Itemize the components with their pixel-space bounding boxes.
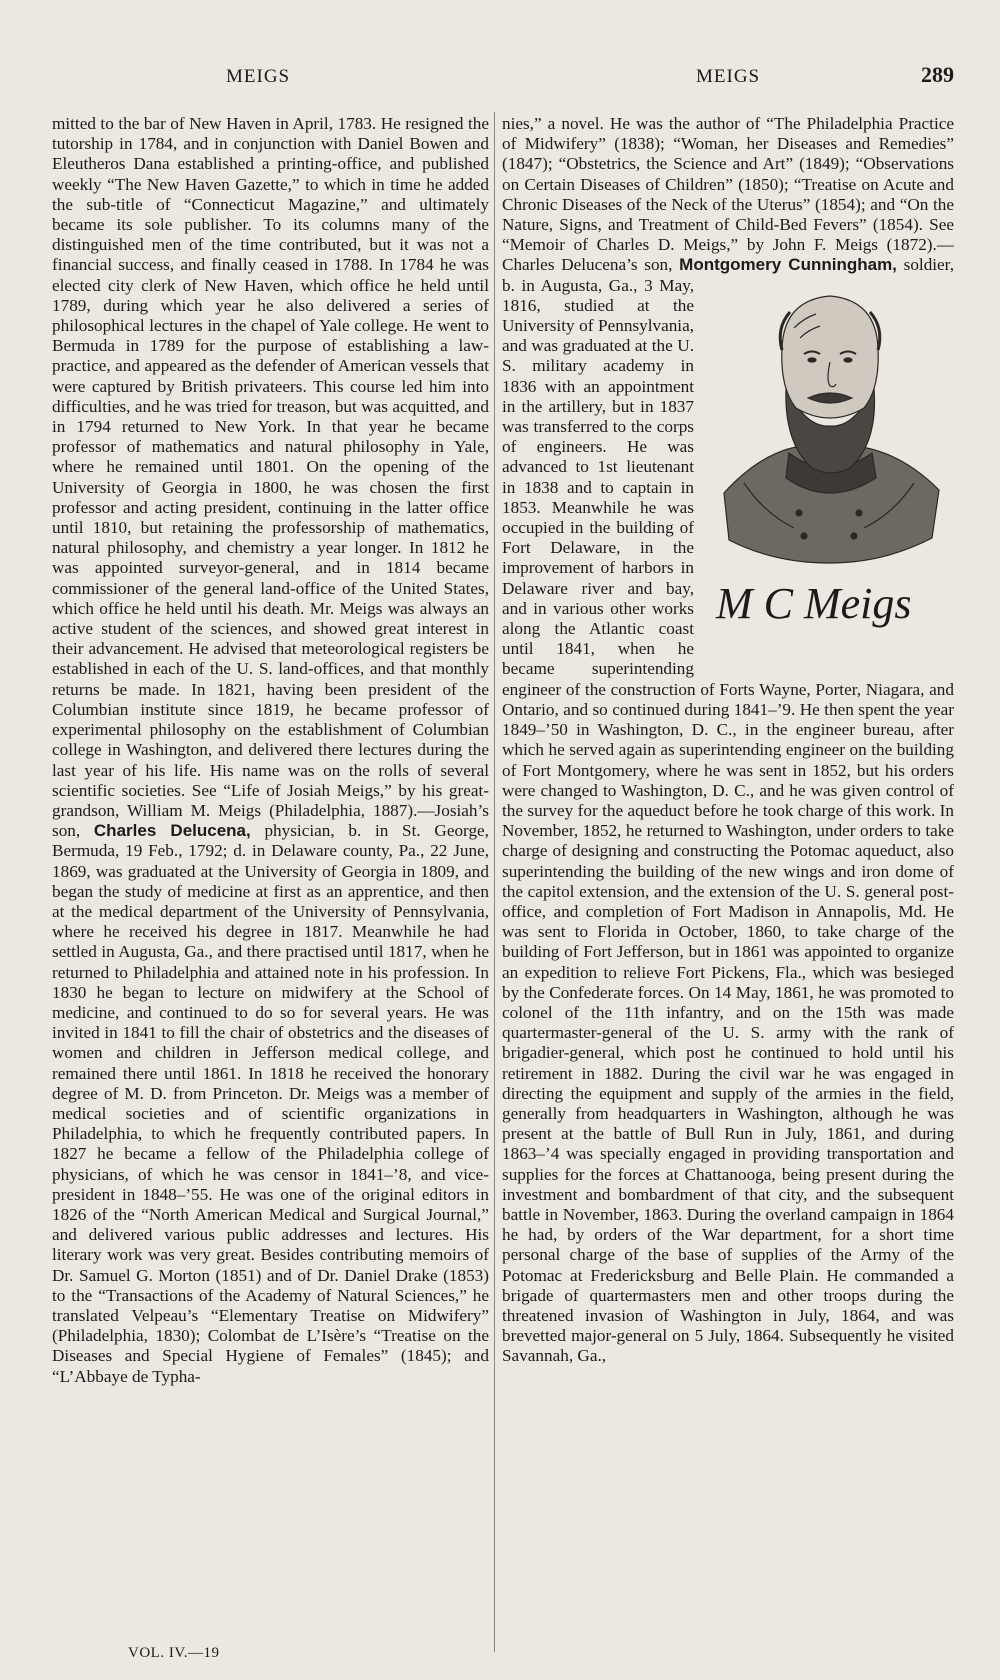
name-montgomery-cunningham: Montgomery Cunningham, [679, 255, 897, 275]
right-column [502, 114, 954, 1367]
right-text-1: nies,” a novel. He was the author of “The Philadelphia Practice of Midwifery” (1838); “Woman, her Diseases and Remedies” (1847); “Obstetrics, the Science and Art” (1849); “Observations on Certain Diseases of Children” (1850); “Treatise on Acute and Chronic Diseases of the Neck of the Uterus” (1854); and “On the Nature, Signs, and Treatment of Child-Bed Fevers” (1854). See “Memoir of Charles D. Meigs,” by John F. Meigs (1872).—Charles Delucena’s son, [502, 114, 954, 275]
left-paragraph [52, 114, 489, 1387]
name-charles-delucena: Charles Delucena, [93, 821, 251, 841]
left-text-1: mitted to the bar of New Haven in April, 1783. He resigned the tutorship in 1784, and in conjunction with Daniel Bowen and Eleutheros Dana established a printing-office, and published weekly “The New Haven Gazette,” to which in time he added the sub-title of “Connecticut Magazine,” and ultimately became its sole publisher. To its columns many of the distinguished men of the time contributed, but it was not a financial success, and finally ceased in 1788. In 1784 he was elected city clerk of New Haven, which office he held until 1789, during which year he also delivered a series of philosophical lectures in the chapel of Yale college. He went to Bermuda in 1789 for the purpose of establishing a law-practice, and appeared as the defender of American vessels that were captured by British privateers. This course led him into difficulties, and he was tried for treason, but was acquitted, and in 1794 returned to New York. In that year he became professor of mathematics and natural philosophy in Yale, where he remained until 1801. On the opening of the University of Georgia in 1800, he was chosen the first professor and acting president, continuing in the latter office until 1810, but retaining the professorship of mathematics, natural philosophy, and chemistry a year longer. In 1812 he was appointed surveyor-general, and in 1814 became commissioner of the general land-office of the United States, which office he held until his death. Mr. Meigs was always an active student of the sciences, and showed great interest in their advancement. He advised that meteorological registers be established in each of the U. S. land-offices, and that monthly returns be made. In 1821, having been president of the Columbian institute since 1819, he became professor of experimental philosophy on the establishment of Columbian college in Washington, and delivered there lectures during the last year of his life. His name was on the rolls of several scientific societies. See “Life of Josiah Meigs,” by his great-grandson, William M. Meigs (Philadelphia, 1887).—Josiah’s son, [52, 114, 489, 841]
volume-signature: VOL. IV.—19 [128, 1645, 220, 1661]
portrait-engraving-icon [704, 278, 954, 658]
header-left-title: MEIGS [226, 66, 291, 87]
column-divider [494, 112, 495, 1652]
running-header [48, 62, 954, 92]
left-text-2: physician, b. in St. George, Bermuda, 19 Feb., 1792; d. in Delaware county, Pa., 22 June, 1869, was graduated at the University of Georgia in 1809, and began the study of medicine at first as an apprentice, and then at the medical department of the University of Pennsylvania, where he received his degree in 1817. Meanwhile he had settled in Augusta, Ga., and there practised until 1817, when he returned to Philadelphia and attained note in his profession. In 1830 he began to lecture on midwifery at the School of medicine, and continued to do so for several years. He was invited in 1841 to fill the chair of obstetrics and the diseases of women and children in Jefferson medical college, and remained there until 1861. In 1818 he received the honorary degree of M. D. from Princeton. Dr. Meigs was a member of medical societies and of scientific organizations in Philadelphia, to which he frequently contributed papers. In 1827 he became a fellow of the Philadelphia college of physicians, of which he was censor in 1841–’8, and vice-president in 1848–’55. He was one of the original editors in 1826 of the “North American Medical and Surgical Journal,” and delivered various public addresses and lectures. His literary work was very great. Besides contributing memoirs of Dr. Samuel G. Morton (1851) and of Dr. Daniel Drake (1853) to the “Transactions of the Academy of Natural Sciences,” he translated Velpeau’s “Elementary Treatise on Midwifery” (Philadelphia, 1830); Colombat de L’Isère’s “Treatise on the Diseases and Special Hygiene of Females” (1845); and “L’Abbaye de Typha- [52, 821, 489, 1386]
right-text-2: soldier, b. in Augusta, Ga., 3 May, 1816, studied at the University of Pennsylvania, and was graduated at the U. S. military academy in 1836 with an appointment in the artillery, but in 1837 was transferred to the corps of engineers. He was advanced to 1st lieutenant in 1838 and to captain in 1853. Meanwhile he was occupied in the building of Fort Delaware, in the improvement of harbors in Delaware river and bay, and in various other works along the Atlantic coast until 1841, when he became superintending engineer of the construction of Forts Wayne, Porter, Niagara, and Ontario, and so continued during 1841–’9. He then spent the year 1849–’50 in Washington, D. C., in the engineer bureau, after which he served again as superintending engineer on the building of Fort Montgomery, where he was sent in 1852, but his orders were changed to Washington, D. C., and he was given control of the survey for the aqueduct before he took charge of this work. In November, 1852, he returned to Washington, under orders to take charge of designing and constructing the Potomac aqueduct, also superintending the building of the new wings and iron dome of the capitol extension, and the extension of the U. S. general post-office, and completion of Fort Madison in Annapolis, Md. He was sent to Florida in October, 1860, to take charge of the building of Fort Jefferson, but in 1861 was appointed to organize an expedition to relieve Fort Pickens, Fla., which was besieged by the Confederate forces. On 14 May, 1861, he was promoted to colonel of the 11th infantry, and on the 15th was made quartermaster-general of the U. S. army with the rank of brigadier-general, which post he continued to hold until his retirement in 1882. During the civil war he was engaged in directing the equipment and supply of the armies in the field, generally from headquarters in Washington, although he was present at the battle of Bull Run in July, 1861, and during 1863–’4 was specially engaged in providing transportation and supplies for the forces at Chattanooga, being present during the investment and bombardment of that city, and the subsequent battle in November, 1863. During the overland campaign in 1864 he had, by orders of the War department, for a short time personal charge of the base of supplies of the Army of the Potomac at Fredericksburg and Belle Plain. He commanded a brigade of quartermasters men and other troops during the threatened invasion of Washington in July, 1864, and was brevetted major-general on 5 July, 1864. Subsequently he visited Savannah, Ga., [502, 255, 955, 1366]
header-right-title: MEIGS [696, 66, 761, 87]
page-number: 289 [921, 62, 954, 87]
right-paragraph [502, 114, 954, 1367]
signature-svg [704, 570, 954, 640]
left-column [52, 114, 489, 1387]
signature: M C Meigs [716, 578, 912, 628]
